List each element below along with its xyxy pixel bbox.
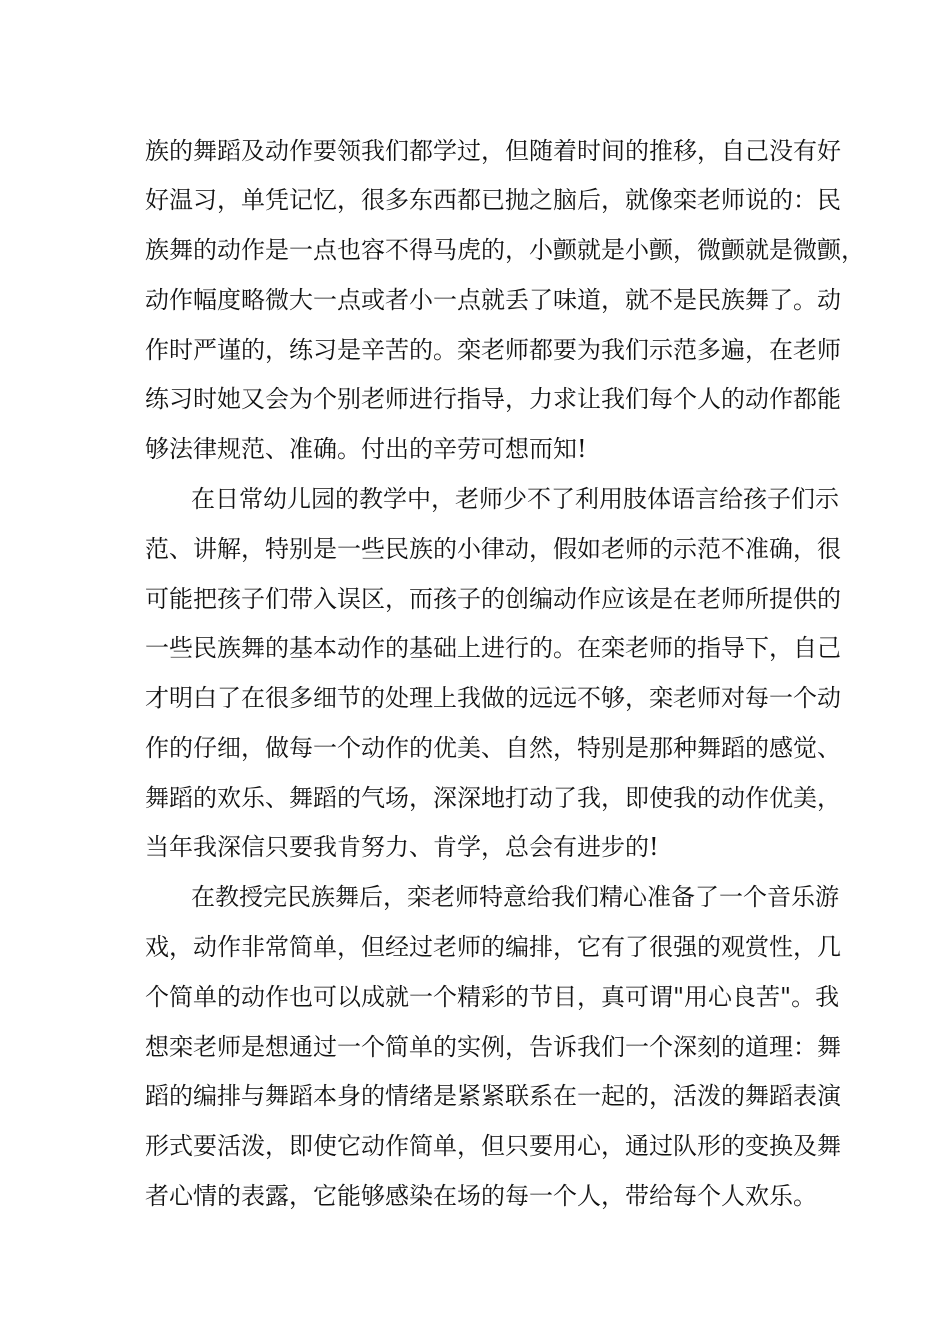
text-line: 个简单的动作也可以成就一个精彩的节目，真可谓"用心良苦"。我 [145, 983, 840, 1011]
text-line: 形式要活泼，即使它动作简单，但只要用心，通过队形的变换及舞 [145, 1132, 841, 1160]
text-line: 舞蹈的欢乐、舞蹈的气场，深深地打动了我，即使我的动作优美， [145, 784, 841, 812]
paragraph-start-line: 在教授完民族舞后，栾老师特意给我们精心准备了一个音乐游 [191, 883, 839, 911]
text-line: 作的仔细，做每一个动作的优美、自然，特别是那种舞蹈的感觉、 [145, 734, 841, 762]
text-line: 一些民族舞的基本动作的基础上进行的。在栾老师的指导下，自己 [145, 634, 841, 662]
text-line: 才明白了在很多细节的处理上我做的远远不够，栾老师对每一个动 [145, 684, 841, 712]
text-line: 够法律规范、准确。付出的辛劳可想而知! [145, 435, 587, 463]
text-line: 作时严谨的，练习是辛苦的。栾老师都要为我们示范多遍，在老师 [145, 336, 841, 364]
text-line: 蹈的编排与舞蹈本身的情绪是紧紧联系在一起的，活泼的舞蹈表演 [145, 1082, 841, 1110]
text-line: 范、讲解，特别是一些民族的小律动，假如老师的示范不准确，很 [145, 535, 841, 563]
paragraph-start-line: 在日常幼儿园的教学中，老师少不了利用肢体语言给孩子们示 [191, 485, 839, 513]
text-line: 者心情的表露，它能够感染在场的每一个人，带给每个人欢乐。 [145, 1182, 817, 1210]
text-line: 可能把孩子们带入误区，而孩子的创编动作应该是在老师所提供的 [145, 585, 841, 613]
text-line: 练习时她又会为个别老师进行指导，力求让我们每个人的动作都能 [145, 385, 841, 413]
text-line: 好温习，单凭记忆，很多东西都已抛之脑后，就像栾老师说的：民 [145, 186, 841, 214]
text-line: 族舞的动作是一点也容不得马虎的，小颤就是小颤，微颤就是微颤， [145, 236, 865, 264]
text-line: 动作幅度略微大一点或者小一点就丢了味道，就不是民族舞了。动 [145, 286, 841, 314]
text-line: 戏，动作非常简单，但经过老师的编排，它有了很强的观赏性，几 [145, 933, 841, 961]
text-line: 想栾老师是想通过一个简单的实例，告诉我们一个深刻的道理：舞 [145, 1033, 841, 1061]
text-line: 族的舞蹈及动作要领我们都学过，但随着时间的推移，自己没有好 [145, 137, 841, 165]
text-line: 当年我深信只要我肯努力、肯学，总会有进步的! [145, 833, 659, 861]
